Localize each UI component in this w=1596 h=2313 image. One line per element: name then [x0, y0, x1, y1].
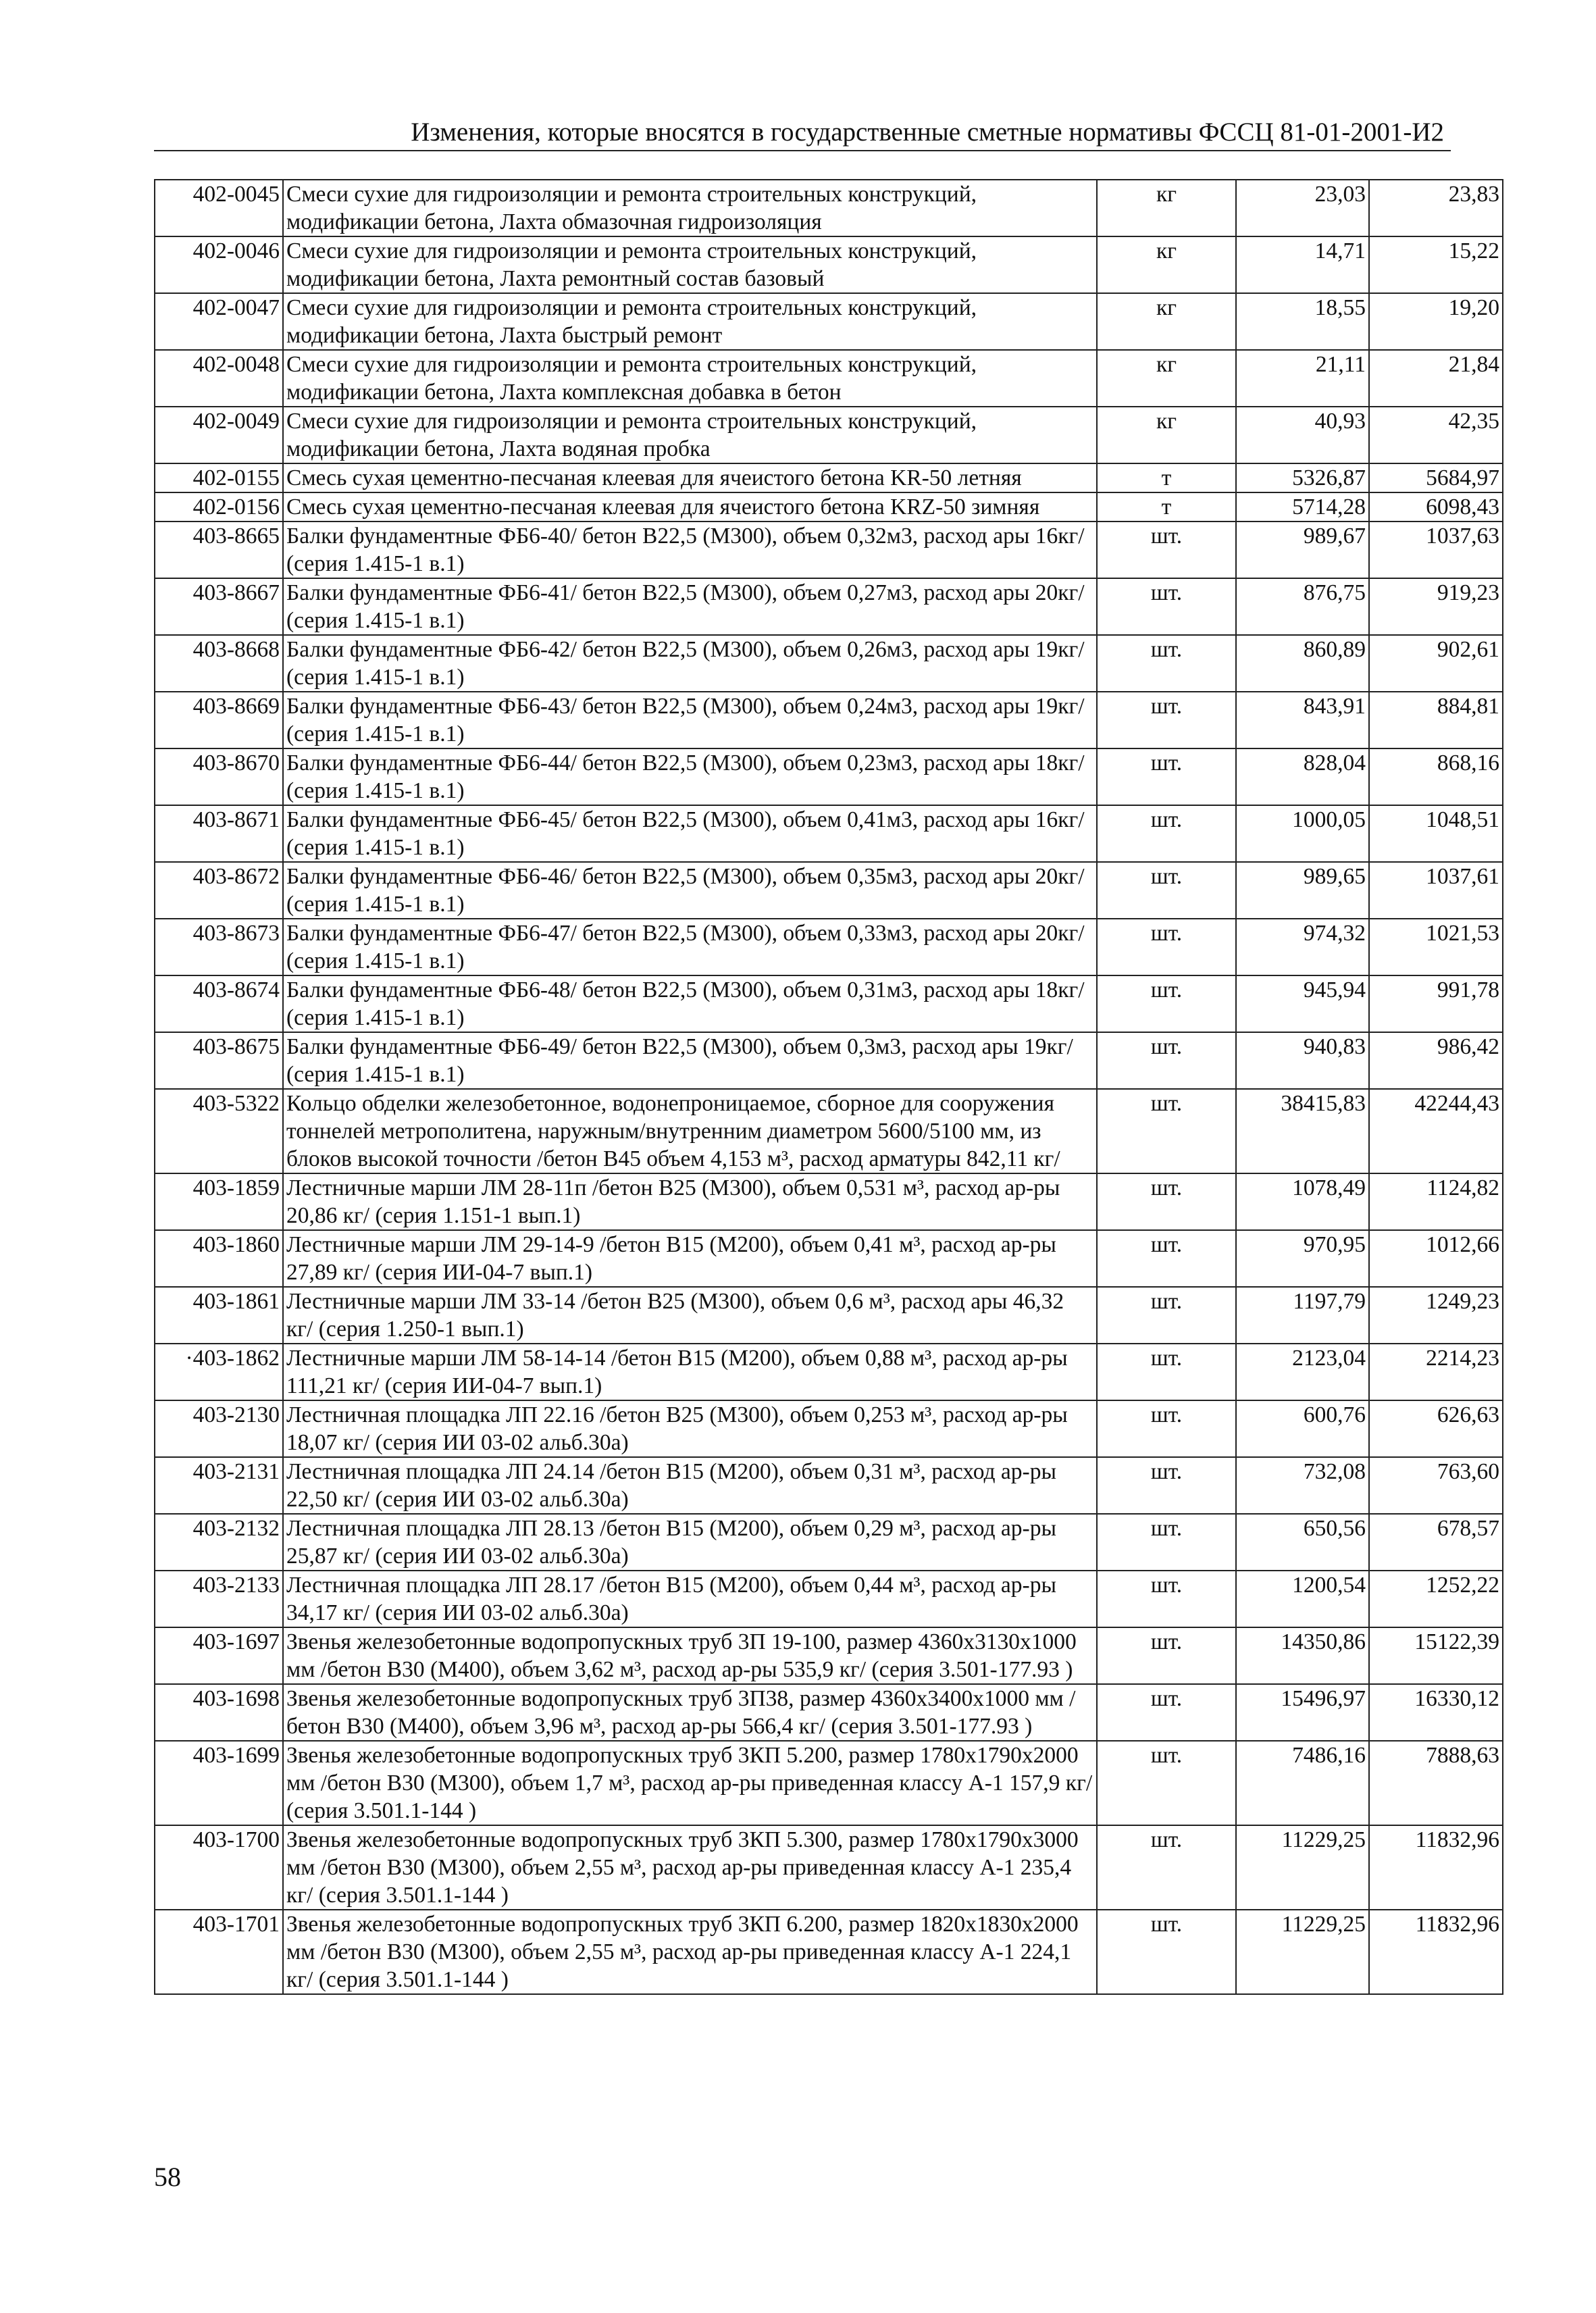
price-cell: 650,56 [1236, 1514, 1369, 1571]
price-cell: 1124,82 [1369, 1173, 1503, 1230]
table-row [155, 1230, 1503, 1287]
unit-cell: кг [1097, 293, 1236, 350]
resource-name-cell: Лестничные марши ЛМ 29-14-9 /бетон B15 (М200), объем 0,41 м³, расход ар-ры 27,89 кг/ (серия ИИ-04-7 вып.1) [283, 1230, 1097, 1287]
price-cell: 21,84 [1369, 350, 1503, 407]
table-row [155, 1457, 1503, 1514]
price-cell: 23,03 [1236, 180, 1369, 236]
table-row [155, 463, 1503, 492]
resource-code-cell: 403-2133 [155, 1571, 283, 1627]
unit-cell: шт. [1097, 1089, 1236, 1173]
resource-code-cell: 403-1697 [155, 1627, 283, 1684]
table-row [155, 1741, 1503, 1825]
price-cell: 884,81 [1369, 692, 1503, 748]
resource-code-cell: 403-1860 [155, 1230, 283, 1287]
page-number: 58 [154, 2162, 181, 2192]
resource-name-cell: Балки фундаментные ФБ6-48/ бетон B22,5 (М300), объем 0,31м3, расход ары 18кг/ (серия 1.415-1 в.1) [283, 975, 1097, 1032]
resource-code-cell: 403-8673 [155, 919, 283, 975]
unit-cell: шт. [1097, 919, 1236, 975]
table-row [155, 1825, 1503, 1910]
price-cell: 678,57 [1369, 1514, 1503, 1571]
price-cell: 1048,51 [1369, 805, 1503, 862]
table-row [155, 1287, 1503, 1344]
unit-cell: шт. [1097, 1741, 1236, 1825]
price-table [154, 179, 1503, 1995]
price-cell: 11832,96 [1369, 1910, 1503, 1994]
resource-name-cell: Балки фундаментные ФБ6-41/ бетон B22,5 (М300), объем 0,27м3, расход ары 20кг/ (серия 1.415-1 в.1) [283, 578, 1097, 635]
resource-name-cell: Звенья железобетонные водопропускных труб 3КП 5.300, размер 1780х1790х3000 мм /бетон B30 (М300), объем 2,55 м³, расход ар-ры приведенная классу А-1 235,4 кг/ (серия 3.501.1-144 ) [283, 1825, 1097, 1910]
price-cell: 11229,25 [1236, 1825, 1369, 1910]
resource-code-cell: 403-8674 [155, 975, 283, 1032]
price-cell: 1200,54 [1236, 1571, 1369, 1627]
unit-cell: шт. [1097, 1344, 1236, 1400]
price-cell: 18,55 [1236, 293, 1369, 350]
price-cell: 42,35 [1369, 407, 1503, 463]
unit-cell: кг [1097, 350, 1236, 407]
resource-code-cell: 402-0045 [155, 180, 283, 236]
table-row [155, 350, 1503, 407]
table-row [155, 748, 1503, 805]
unit-cell: т [1097, 463, 1236, 492]
price-cell: 1078,49 [1236, 1173, 1369, 1230]
resource-name-cell: Лестничная площадка ЛП 28.17 /бетон B15 (М200), объем 0,44 м³, расход ар-ры 34,17 кг/ (серия ИИ 03-02 альб.30а) [283, 1571, 1097, 1627]
resource-code-cell: 403-8670 [155, 748, 283, 805]
price-cell: 1012,66 [1369, 1230, 1503, 1287]
unit-cell: кг [1097, 180, 1236, 236]
resource-name-cell: Лестничная площадка ЛП 22.16 /бетон B25 (М300), объем 0,253 м³, расход ар-ры 18,07 кг/ (серия ИИ 03-02 альб.30а) [283, 1400, 1097, 1457]
price-cell: 11229,25 [1236, 1910, 1369, 1994]
price-cell: 1000,05 [1236, 805, 1369, 862]
table-row [155, 805, 1503, 862]
table-row [155, 919, 1503, 975]
table-row [155, 578, 1503, 635]
resource-name-cell: Балки фундаментные ФБ6-40/ бетон B22,5 (М300), объем 0,32м3, расход ары 16кг/ (серия 1.415-1 в.1) [283, 522, 1097, 578]
price-cell: 7888,63 [1369, 1741, 1503, 1825]
table-row [155, 975, 1503, 1032]
price-cell: 868,16 [1369, 748, 1503, 805]
resource-code-cell: 402-0046 [155, 236, 283, 293]
price-cell: 843,91 [1236, 692, 1369, 748]
price-cell: 974,32 [1236, 919, 1369, 975]
resource-code-cell: 403-8668 [155, 635, 283, 692]
resource-code-cell: 402-0047 [155, 293, 283, 350]
price-cell: 989,67 [1236, 522, 1369, 578]
price-table-body [155, 180, 1503, 1994]
resource-code-cell: 403-8675 [155, 1032, 283, 1089]
resource-code-cell: 403-8665 [155, 522, 283, 578]
resource-name-cell: Балки фундаментные ФБ6-42/ бетон B22,5 (М300), объем 0,26м3, расход ары 19кг/ (серия 1.415-1 в.1) [283, 635, 1097, 692]
price-cell: 828,04 [1236, 748, 1369, 805]
resource-code-cell: 403-8669 [155, 692, 283, 748]
resource-code-cell: 403-8667 [155, 578, 283, 635]
price-cell: 940,83 [1236, 1032, 1369, 1089]
table-row [155, 862, 1503, 919]
resource-name-cell: Смеси сухие для гидроизоляции и ремонта строительных конструкций, модификации бетона, Лахта комплексная добавка в бетон [283, 350, 1097, 407]
resource-name-cell: Лестничные марши ЛМ 28-11п /бетон B25 (М300), объем 0,531 м³, расход ар-ры 20,86 кг/ (серия 1.151-1 вып.1) [283, 1173, 1097, 1230]
price-cell: 16330,12 [1369, 1684, 1503, 1741]
table-row [155, 522, 1503, 578]
unit-cell: шт. [1097, 1457, 1236, 1514]
table-row [155, 1910, 1503, 1994]
table-row [155, 180, 1503, 236]
resource-name-cell: Балки фундаментные ФБ6-47/ бетон B22,5 (М300), объем 0,33м3, расход ары 20кг/ (серия 1.415-1 в.1) [283, 919, 1097, 975]
price-cell: 626,63 [1369, 1400, 1503, 1457]
price-cell: 42244,43 [1369, 1089, 1503, 1173]
resource-code-cell: 402-0049 [155, 407, 283, 463]
price-cell: 732,08 [1236, 1457, 1369, 1514]
price-cell: 1037,63 [1369, 522, 1503, 578]
resource-name-cell: Звенья железобетонные водопропускных труб 3КП 6.200, размер 1820х1830х2000 мм /бетон B30 (М300), объем 2,55 м³, расход ар-ры приведенная классу А-1 224,1 кг/ (серия 3.501.1-144 ) [283, 1910, 1097, 1994]
unit-cell: шт. [1097, 805, 1236, 862]
unit-cell: шт. [1097, 522, 1236, 578]
unit-cell: шт. [1097, 1825, 1236, 1910]
price-cell: 40,93 [1236, 407, 1369, 463]
unit-cell: шт. [1097, 1230, 1236, 1287]
resource-name-cell: Лестничная площадка ЛП 28.13 /бетон B15 (М200), объем 0,29 м³, расход ар-ры 25,87 кг/ (серия ИИ 03-02 альб.30а) [283, 1514, 1097, 1571]
table-row [155, 407, 1503, 463]
resource-code-cell: 403-2132 [155, 1514, 283, 1571]
price-cell: 6098,43 [1369, 492, 1503, 522]
resource-code-cell: 402-0156 [155, 492, 283, 522]
resource-code-cell: 403-2131 [155, 1457, 283, 1514]
resource-code-cell: 403-8672 [155, 862, 283, 919]
price-cell: 902,61 [1369, 635, 1503, 692]
price-cell: 986,42 [1369, 1032, 1503, 1089]
table-row [155, 692, 1503, 748]
table-row [155, 1627, 1503, 1684]
unit-cell: шт. [1097, 1032, 1236, 1089]
table-row [155, 1514, 1503, 1571]
resource-name-cell: Лестничные марши ЛМ 58-14-14 /бетон B15 (М200), объем 0,88 м³, расход ар-ры 111,21 кг/ (серия ИИ-04-7 вып.1) [283, 1344, 1097, 1400]
price-cell: 763,60 [1369, 1457, 1503, 1514]
resource-code-cell: 402-0155 [155, 463, 283, 492]
price-cell: 2123,04 [1236, 1344, 1369, 1400]
unit-cell: шт. [1097, 578, 1236, 635]
resource-name-cell: Смесь сухая цементно-песчаная клеевая для ячеистого бетона KRZ-50 зимняя [283, 492, 1097, 522]
price-cell: 7486,16 [1236, 1741, 1369, 1825]
price-cell: 38415,83 [1236, 1089, 1369, 1173]
document-title: Изменения, которые вносятся в государственные сметные нормативы ФССЦ 81-01-2001-И2 [411, 118, 1444, 147]
unit-cell: т [1097, 492, 1236, 522]
resource-name-cell: Смеси сухие для гидроизоляции и ремонта строительных конструкций, модификации бетона, Лахта ремонтный состав базовый [283, 236, 1097, 293]
resource-name-cell: Лестничные марши ЛМ 33-14 /бетон B25 (М300), объем 0,6 м³, расход ары 46,32 кг/ (серия 1.250-1 вып.1) [283, 1287, 1097, 1344]
resource-name-cell: Смеси сухие для гидроизоляции и ремонта строительных конструкций, модификации бетона, Лахта быстрый ремонт [283, 293, 1097, 350]
unit-cell: шт. [1097, 692, 1236, 748]
price-cell: 989,65 [1236, 862, 1369, 919]
price-cell: 5714,28 [1236, 492, 1369, 522]
price-cell: 1197,79 [1236, 1287, 1369, 1344]
unit-cell: шт. [1097, 1910, 1236, 1994]
unit-cell: шт. [1097, 1400, 1236, 1457]
resource-name-cell: Звенья железобетонные водопропускных труб 3П38, размер 4360х3400х1000 мм /бетон B30 (М400), объем 3,96 м³, расход ар-ры 566,4 кг/ (серия 3.501-177.93 ) [283, 1684, 1097, 1741]
price-cell: 991,78 [1369, 975, 1503, 1032]
table-row [155, 1571, 1503, 1627]
resource-code-cell: 403-1700 [155, 1825, 283, 1910]
resource-name-cell: Звенья железобетонные водопропускных труб 3П 19-100, размер 4360х3130х1000 мм /бетон B30 (М400), объем 3,62 м³, расход ар-ры 535,9 кг/ (серия 3.501-177.93 ) [283, 1627, 1097, 1684]
price-cell: 2214,23 [1369, 1344, 1503, 1400]
unit-cell: шт. [1097, 635, 1236, 692]
resource-name-cell: Кольцо обделки железобетонное, водонепроницаемое, сборное для сооружения тоннелей метрополитена, наружным/внутренним диаметром 5600/5100 мм, из блоков высокой точности /бетон B45 объем 4,153 м³, расход арматуры 842,11 кг/ [283, 1089, 1097, 1173]
price-cell: 860,89 [1236, 635, 1369, 692]
resource-code-cell: 403-1861 [155, 1287, 283, 1344]
price-cell: 5684,97 [1369, 463, 1503, 492]
price-cell: 19,20 [1369, 293, 1503, 350]
resource-name-cell: Лестничная площадка ЛП 24.14 /бетон B15 (М200), объем 0,31 м³, расход ар-ры 22,50 кг/ (серия ИИ 03-02 альб.30а) [283, 1457, 1097, 1514]
table-row [155, 1344, 1503, 1400]
unit-cell: шт. [1097, 748, 1236, 805]
unit-cell: кг [1097, 236, 1236, 293]
resource-code-cell: ·403-1862 [155, 1344, 283, 1400]
resource-code-cell: 403-1701 [155, 1910, 283, 1994]
table-row [155, 1089, 1503, 1173]
unit-cell: шт. [1097, 1287, 1236, 1344]
resource-code-cell: 403-1698 [155, 1684, 283, 1741]
resource-code-cell: 403-8671 [155, 805, 283, 862]
price-cell: 21,11 [1236, 350, 1369, 407]
table-row [155, 1173, 1503, 1230]
unit-cell: шт. [1097, 1571, 1236, 1627]
price-cell: 11832,96 [1369, 1825, 1503, 1910]
resource-code-cell: 403-2130 [155, 1400, 283, 1457]
price-cell: 14350,86 [1236, 1627, 1369, 1684]
unit-cell: шт. [1097, 1173, 1236, 1230]
table-row [155, 236, 1503, 293]
unit-cell: шт. [1097, 862, 1236, 919]
price-cell: 23,83 [1369, 180, 1503, 236]
price-cell: 5326,87 [1236, 463, 1369, 492]
table-row [155, 1032, 1503, 1089]
resource-name-cell: Звенья железобетонные водопропускных труб 3КП 5.200, размер 1780х1790х2000 мм /бетон B30 (М300), объем 1,7 м³, расход ар-ры приведенная классу А-1 157,9 кг/ (серия 3.501.1-144 ) [283, 1741, 1097, 1825]
price-cell: 1037,61 [1369, 862, 1503, 919]
resource-code-cell: 403-5322 [155, 1089, 283, 1173]
page-header [154, 115, 1451, 151]
price-cell: 15,22 [1369, 236, 1503, 293]
price-cell: 14,71 [1236, 236, 1369, 293]
unit-cell: шт. [1097, 975, 1236, 1032]
resource-name-cell: Балки фундаментные ФБ6-45/ бетон B22,5 (М300), объем 0,41м3, расход ары 16кг/ (серия 1.415-1 в.1) [283, 805, 1097, 862]
table-row [155, 635, 1503, 692]
unit-cell: шт. [1097, 1514, 1236, 1571]
table-row [155, 1684, 1503, 1741]
resource-name-cell: Смеси сухие для гидроизоляции и ремонта строительных конструкций, модификации бетона, Лахта водяная пробка [283, 407, 1097, 463]
price-cell: 15122,39 [1369, 1627, 1503, 1684]
price-cell: 15496,97 [1236, 1684, 1369, 1741]
price-cell: 945,94 [1236, 975, 1369, 1032]
table-row [155, 293, 1503, 350]
price-cell: 919,23 [1369, 578, 1503, 635]
price-cell: 1252,22 [1369, 1571, 1503, 1627]
resource-name-cell: Смесь сухая цементно-песчаная клеевая для ячеистого бетона KR-50 летняя [283, 463, 1097, 492]
resource-name-cell: Балки фундаментные ФБ6-46/ бетон B22,5 (М300), объем 0,35м3, расход ары 20кг/ (серия 1.415-1 в.1) [283, 862, 1097, 919]
unit-cell: шт. [1097, 1684, 1236, 1741]
resource-code-cell: 402-0048 [155, 350, 283, 407]
resource-name-cell: Балки фундаментные ФБ6-44/ бетон B22,5 (М300), объем 0,23м3, расход ары 18кг/ (серия 1.415-1 в.1) [283, 748, 1097, 805]
resource-name-cell: Балки фундаментные ФБ6-49/ бетон B22,5 (М300), объем 0,3м3, расход ары 19кг/ (серия 1.415-1 в.1) [283, 1032, 1097, 1089]
table-row [155, 1400, 1503, 1457]
resource-code-cell: 403-1699 [155, 1741, 283, 1825]
price-cell: 876,75 [1236, 578, 1369, 635]
price-cell: 970,95 [1236, 1230, 1369, 1287]
resource-name-cell: Смеси сухие для гидроизоляции и ремонта строительных конструкций, модификации бетона, Лахта обмазочная гидроизоляция [283, 180, 1097, 236]
price-cell: 1021,53 [1369, 919, 1503, 975]
resource-code-cell: 403-1859 [155, 1173, 283, 1230]
unit-cell: кг [1097, 407, 1236, 463]
resource-name-cell: Балки фундаментные ФБ6-43/ бетон B22,5 (М300), объем 0,24м3, расход ары 19кг/ (серия 1.415-1 в.1) [283, 692, 1097, 748]
price-cell: 1249,23 [1369, 1287, 1503, 1344]
unit-cell: шт. [1097, 1627, 1236, 1684]
table-row [155, 492, 1503, 522]
price-cell: 600,76 [1236, 1400, 1369, 1457]
